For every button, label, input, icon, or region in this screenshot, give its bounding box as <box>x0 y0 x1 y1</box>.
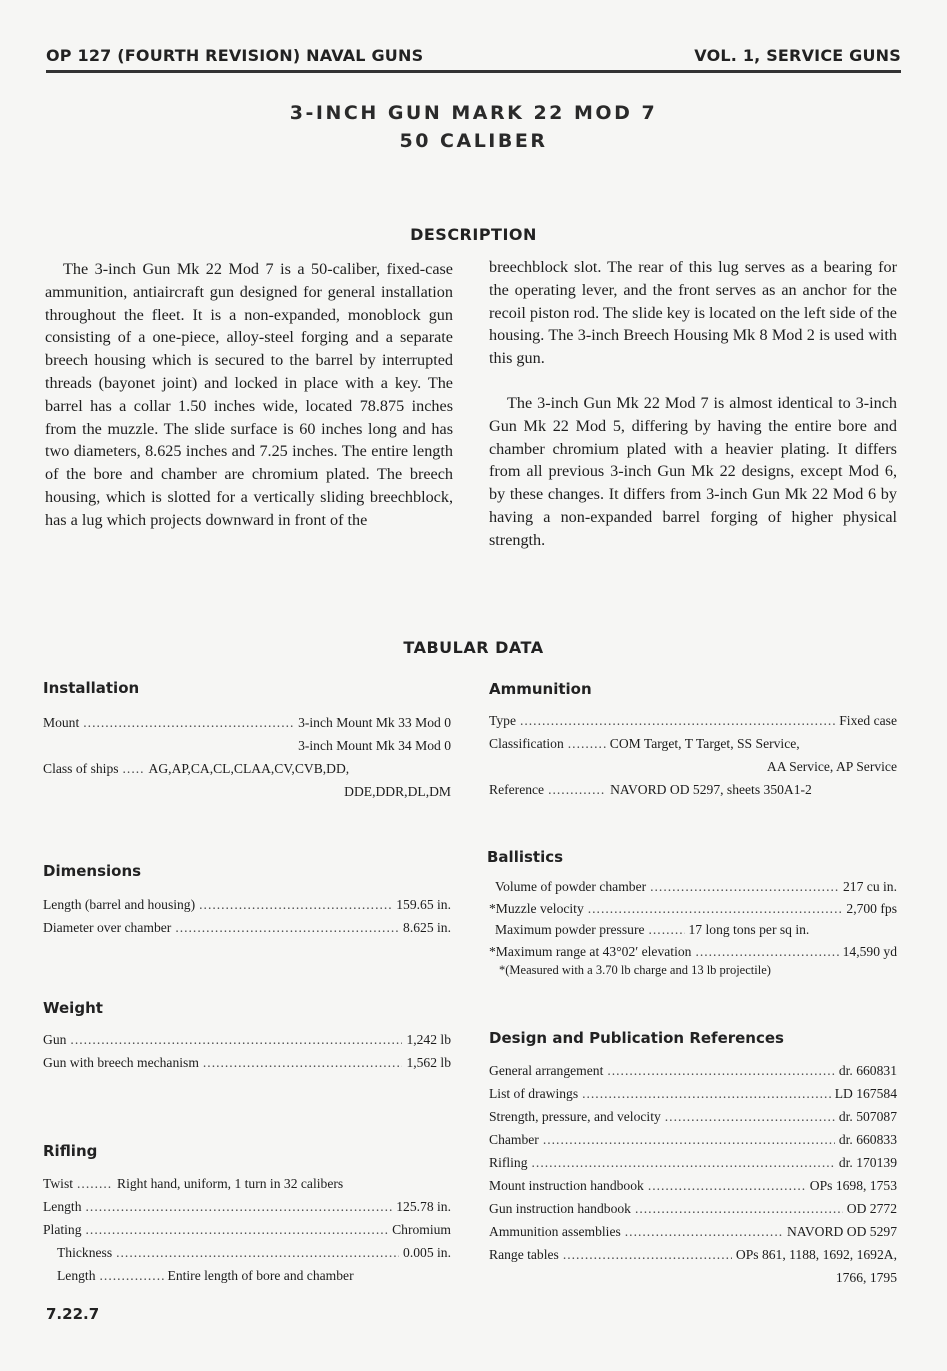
row-label: Maximum powder pressure <box>495 922 645 937</box>
table-row <box>43 1241 451 1264</box>
row-value: 3-inch Mount Mk 33 Mod 0 <box>298 715 451 730</box>
row-label: *Muzzle velocity <box>489 900 584 916</box>
row-label: Classification <box>489 736 564 751</box>
row-value: NAVORD OD 5297, sheets 350A1-2 <box>610 782 812 797</box>
table-row <box>489 709 897 732</box>
row-label: Gun instruction handbook <box>489 1201 631 1216</box>
row-label: Twist <box>43 1176 74 1191</box>
row-continuation: 1766, 1795 <box>835 1270 897 1285</box>
table-row <box>489 876 897 898</box>
row-value: 14,590 yd <box>842 943 897 959</box>
references-table <box>489 1059 897 1289</box>
row-value: OPs 1698, 1753 <box>809 1178 897 1193</box>
table-row <box>43 711 451 734</box>
description-paragraph: The 3-inch Gun Mk 22 Mod 7 is almost identical to 3-inch Gun Mk 22 Mod 5, differing by having the entire bore and chamber chromium plated with a heavier plating. It differs from all previous 3-inch Gun Mk 22 designs, except Mod 6, by these changes. It differs from 3-inch Gun Mk 22 Mod 6 by having a non-expanded barrel forging of higher physical strength. <box>489 393 897 549</box>
row-value: 0.005 in. <box>403 1245 451 1260</box>
row-value: dr. 507087 <box>838 1109 897 1124</box>
installation-table <box>43 711 451 803</box>
header-volume: VOL. 1, SERVICE GUNS <box>694 46 901 65</box>
row-label: Ammunition assemblies <box>489 1224 621 1239</box>
table-row <box>489 778 897 801</box>
row-label: Diameter over chamber <box>43 920 172 935</box>
table-row <box>43 916 451 939</box>
row-label: Rifling <box>489 1155 528 1170</box>
row-value: OPs 861, 1188, 1692, 1692A, <box>735 1247 897 1262</box>
row-value: dr. 170139 <box>838 1155 897 1170</box>
row-value: dr. 660831 <box>838 1063 897 1078</box>
ammunition-heading: Ammunition <box>489 680 592 698</box>
table-row <box>489 1151 897 1174</box>
table-row <box>489 1197 897 1220</box>
references-heading: Design and Publication References <box>489 1029 784 1047</box>
header-rule <box>46 70 901 73</box>
row-label: Mount instruction handbook <box>489 1178 644 1193</box>
row-value: COM Target, T Target, SS Service, <box>609 736 800 751</box>
row-label: Volume of powder chamber <box>495 879 647 894</box>
row-value: Fixed case <box>839 713 897 728</box>
table-row <box>489 1059 897 1082</box>
row-value: 2,700 fps <box>846 900 897 916</box>
ballistics-table <box>489 876 897 978</box>
row-value: 159.65 in. <box>396 897 451 912</box>
page-title: 3-INCH GUN MARK 22 MOD 7 <box>289 102 658 124</box>
row-label: Range tables <box>489 1247 559 1262</box>
row-label: Gun <box>43 1032 67 1047</box>
row-label: Length <box>57 1268 96 1283</box>
table-row <box>489 1105 897 1128</box>
row-continuation: 3-inch Mount Mk 34 Mod 0 <box>298 738 451 753</box>
table-row <box>489 941 897 963</box>
page-subtitle: 50 CALIBER <box>399 130 548 152</box>
table-row <box>43 1195 451 1218</box>
row-value: 1,242 lb <box>406 1032 451 1047</box>
table-row <box>489 1128 897 1151</box>
tabular-heading: TABULAR DATA <box>403 638 544 657</box>
table-row <box>43 1051 451 1074</box>
row-continuation: AA Service, AP Service <box>766 759 897 774</box>
row-value: AG,AP,CA,CL,CLAA,CV,CVB,DD, <box>148 761 350 776</box>
row-label: Class of ships <box>43 761 119 776</box>
description-heading: DESCRIPTION <box>410 225 537 244</box>
row-value: NAVORD OD 5297 <box>786 1224 897 1239</box>
row-value: LD 167584 <box>834 1086 897 1101</box>
row-label: Length (barrel and housing) <box>43 897 196 912</box>
table-row <box>489 919 897 941</box>
ballistics-footnote: *(Measured with a 3.70 lb charge and 13 lb projectile) <box>499 963 771 977</box>
table-row <box>489 1243 897 1266</box>
row-continuation: DDE,DDR,DL,DM <box>344 784 451 799</box>
row-label: General arrangement <box>489 1063 604 1078</box>
table-row <box>43 1172 451 1195</box>
installation-heading: Installation <box>43 679 140 697</box>
row-value: 17 long tons per sq in. <box>688 922 810 937</box>
row-value: 1,562 lb <box>406 1055 451 1070</box>
row-value: Chromium <box>392 1222 451 1237</box>
table-row <box>43 1218 451 1241</box>
page-number: 7.22.7 <box>46 1305 100 1323</box>
row-label: Length <box>43 1199 82 1214</box>
description-column-right <box>489 256 897 552</box>
row-label: Plating <box>43 1222 82 1237</box>
table-row <box>489 1082 897 1105</box>
ammunition-table <box>489 709 897 801</box>
table-row <box>43 1028 451 1051</box>
table-row <box>489 1174 897 1197</box>
row-value: dr. 660833 <box>838 1132 897 1147</box>
row-value: OD 2772 <box>846 1201 897 1216</box>
rifling-table <box>43 1172 451 1287</box>
row-label: Strength, pressure, and velocity <box>489 1109 661 1124</box>
description-paragraph: breechblock slot. The rear of this lug serves as a bearing for the operating lever, and the front serves as an anchor for the recoil piston rod. The slide key is located on the left side of the housing. The 3-inch Breech Housing Mk 8 Mod 2 is used with this gun. <box>489 258 897 368</box>
running-header <box>46 44 901 70</box>
dimensions-heading: Dimensions <box>43 862 142 880</box>
row-label: *Maximum range at 43°02′ elevation <box>489 943 692 959</box>
row-label: Gun with breech mechanism <box>43 1055 199 1070</box>
row-value: Right hand, uniform, 1 turn in 32 calibers <box>117 1176 344 1191</box>
row-value: 8.625 in. <box>403 920 451 935</box>
row-label: Mount <box>43 715 80 730</box>
description-paragraph: The 3-inch Gun Mk 22 Mod 7 is a 50-caliber, fixed-case ammunition, antiaircraft gun designed for general installation throughout the fleet. It is a non-expanded, monoblock gun consisting of a one-piece, alloy-steel forging and a separate breech housing which is secured to the barrel by interrupted threads (bayonet joint) and locked in place with a key. The barrel has a collar 1.50 inches wide, located 78.875 inches from the muzzle. The slide surface is 60 inches long and has two diameters, 8.625 inches and 7.25 inches. The entire length of the bore and chamber are chromium plated. The breech housing, which is slotted for a vertically sliding breechblock, has a lug which projects downward in front of the <box>45 260 453 529</box>
row-value: 125.78 in. <box>396 1199 451 1214</box>
table-row <box>43 893 451 916</box>
description-column-left <box>45 258 453 532</box>
header-publication: OP 127 (FOURTH REVISION) NAVAL GUNS <box>46 46 424 65</box>
weight-heading: Weight <box>43 999 103 1017</box>
row-label: List of drawings <box>489 1086 579 1101</box>
table-row <box>489 732 897 755</box>
row-label: Type <box>489 713 516 728</box>
row-value: Entire length of bore and chamber <box>167 1268 354 1283</box>
table-row <box>43 1264 451 1287</box>
row-label: Reference <box>489 782 545 797</box>
table-row <box>489 898 897 920</box>
ballistics-heading: Ballistics <box>487 848 564 866</box>
row-label: Thickness <box>57 1245 113 1260</box>
table-row <box>489 1220 897 1243</box>
row-label: Chamber <box>489 1132 539 1147</box>
row-value: 217 cu in. <box>843 879 897 894</box>
table-row <box>43 757 451 780</box>
rifling-heading: Rifling <box>43 1142 98 1160</box>
dimensions-table <box>43 893 451 939</box>
weight-table <box>43 1028 451 1074</box>
